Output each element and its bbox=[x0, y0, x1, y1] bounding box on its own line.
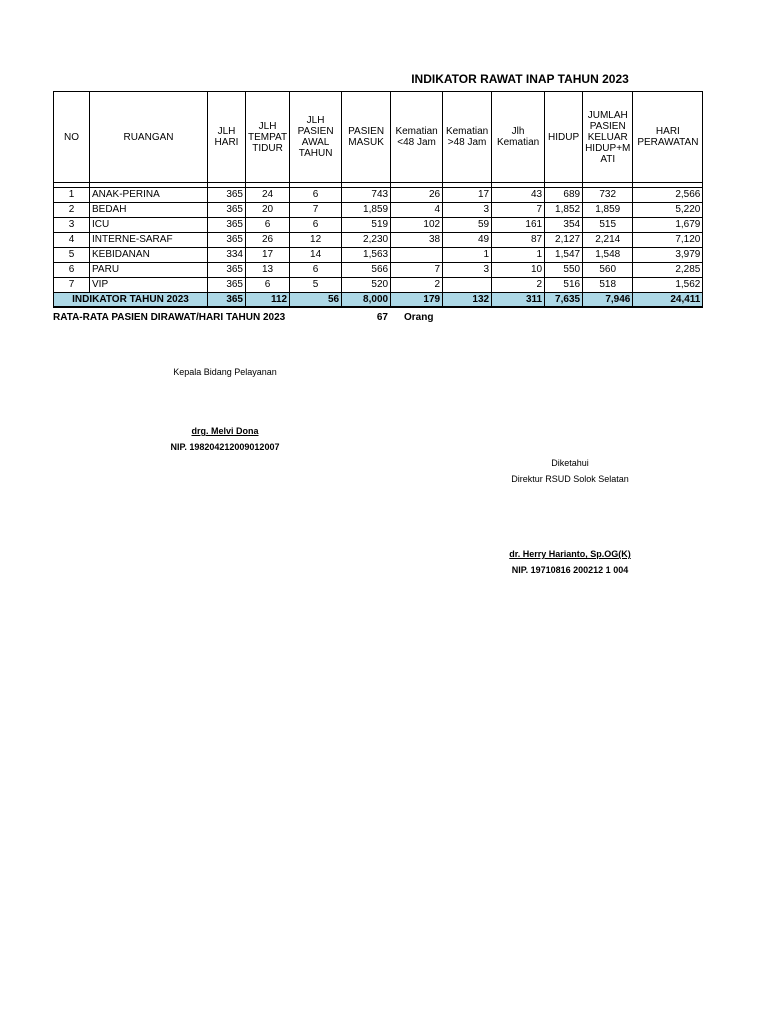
cell-hidup: 689 bbox=[545, 188, 583, 203]
cell-kematian-lt48: 4 bbox=[391, 203, 443, 218]
average-unit: Orang bbox=[404, 312, 434, 323]
cell-pasien-keluar: 1,548 bbox=[583, 248, 633, 263]
cell-ruangan: VIP bbox=[90, 278, 208, 293]
cell-jlh-hari: 365 bbox=[208, 188, 246, 203]
col-header-tempat-tidur: JLH TEMPAT TIDUR bbox=[246, 92, 290, 183]
total-cell: 8,000 bbox=[342, 293, 391, 308]
cell-ruangan: KEBIDANAN bbox=[90, 248, 208, 263]
cell-kematian-lt48: 2 bbox=[391, 278, 443, 293]
cell-kematian-gt48: 17 bbox=[443, 188, 492, 203]
col-header-pasien-keluar: JUMLAH PASIEN KELUAR HIDUP+M ATI bbox=[583, 92, 633, 183]
cell-hidup: 354 bbox=[545, 218, 583, 233]
col-header-kematian-gt48: Kematian >48 Jam bbox=[443, 92, 492, 183]
acknowledged-label: Diketahui bbox=[551, 458, 589, 468]
cell-tempat-tidur: 26 bbox=[246, 233, 290, 248]
cell-jlh-hari: 365 bbox=[208, 278, 246, 293]
cell-jlh-kematian: 10 bbox=[492, 263, 545, 278]
cell-hidup: 550 bbox=[545, 263, 583, 278]
table-row bbox=[54, 233, 703, 248]
cell-jlh-hari: 365 bbox=[208, 233, 246, 248]
left-signatory-role: Kepala Bidang Pelayanan bbox=[173, 367, 277, 377]
cell-jlh-kematian: 87 bbox=[492, 233, 545, 248]
cell-jlh-hari: 365 bbox=[208, 263, 246, 278]
cell-pasien-masuk: 1,859 bbox=[342, 203, 391, 218]
cell-hidup: 2,127 bbox=[545, 233, 583, 248]
cell-kematian-gt48: 3 bbox=[443, 263, 492, 278]
col-header-ruangan: RUANGAN bbox=[90, 92, 208, 183]
cell-ruangan: BEDAH bbox=[90, 203, 208, 218]
cell-pasien-awal: 6 bbox=[290, 263, 342, 278]
cell-tempat-tidur: 13 bbox=[246, 263, 290, 278]
left-signatory-nip: NIP. 198204212009012007 bbox=[170, 442, 280, 452]
cell-ruangan: PARU bbox=[90, 263, 208, 278]
cell-pasien-awal: 7 bbox=[290, 203, 342, 218]
cell-hari-perawatan: 7,120 bbox=[633, 233, 703, 248]
cell-pasien-masuk: 519 bbox=[342, 218, 391, 233]
cell-no: 4 bbox=[54, 233, 90, 248]
cell-kematian-gt48: 49 bbox=[443, 233, 492, 248]
cell-pasien-masuk: 743 bbox=[342, 188, 391, 203]
right-signatory-nip: NIP. 19710816 200212 1 004 bbox=[511, 565, 629, 575]
cell-no: 2 bbox=[54, 203, 90, 218]
cell-kematian-lt48: 26 bbox=[391, 188, 443, 203]
col-header-jlh-hari: JLH HARI bbox=[208, 92, 246, 183]
cell-tempat-tidur: 24 bbox=[246, 188, 290, 203]
cell-kematian-lt48: 38 bbox=[391, 233, 443, 248]
table-row bbox=[54, 278, 703, 293]
total-cell: 365 bbox=[208, 293, 246, 308]
col-header-hari-perawatan: HARI PERAWATAN bbox=[633, 92, 703, 183]
cell-kematian-lt48 bbox=[391, 248, 443, 263]
cell-pasien-awal: 14 bbox=[290, 248, 342, 263]
col-header-hidup: HIDUP bbox=[545, 92, 583, 183]
cell-jlh-kematian: 161 bbox=[492, 218, 545, 233]
total-cell: 179 bbox=[391, 293, 443, 308]
table-header-row bbox=[54, 92, 703, 183]
total-cell: 24,411 bbox=[633, 293, 703, 308]
cell-no: 1 bbox=[54, 188, 90, 203]
cell-kematian-gt48: 59 bbox=[443, 218, 492, 233]
col-header-kematian-lt48: Kematian <48 Jam bbox=[391, 92, 443, 183]
average-value: 67 bbox=[376, 312, 388, 323]
left-signatory-name: drg. Melvi Dona bbox=[191, 426, 259, 436]
cell-pasien-awal: 5 bbox=[290, 278, 342, 293]
cell-hari-perawatan: 2,566 bbox=[633, 188, 703, 203]
document-title: INDIKATOR RAWAT INAP TAHUN 2023 bbox=[411, 72, 629, 86]
total-label: INDIKATOR TAHUN 2023 bbox=[54, 293, 208, 308]
cell-kematian-gt48 bbox=[443, 278, 492, 293]
cell-pasien-keluar: 2,214 bbox=[583, 233, 633, 248]
cell-tempat-tidur: 20 bbox=[246, 203, 290, 218]
col-header-pasien-masuk: PASIEN MASUK bbox=[342, 92, 391, 183]
cell-jlh-kematian: 1 bbox=[492, 248, 545, 263]
cell-hari-perawatan: 3,979 bbox=[633, 248, 703, 263]
cell-pasien-keluar: 515 bbox=[583, 218, 633, 233]
cell-jlh-hari: 365 bbox=[208, 203, 246, 218]
cell-pasien-keluar: 732 bbox=[583, 188, 633, 203]
cell-pasien-masuk: 566 bbox=[342, 263, 391, 278]
col-header-pasien-awal: JLH PASIEN AWAL TAHUN bbox=[290, 92, 342, 183]
total-cell: 112 bbox=[246, 293, 290, 308]
total-cell: 311 bbox=[492, 293, 545, 308]
total-cell: 56 bbox=[290, 293, 342, 308]
cell-jlh-kematian: 2 bbox=[492, 278, 545, 293]
right-signatory-name: dr. Herry Harianto, Sp.OG(K) bbox=[509, 549, 631, 559]
cell-pasien-masuk: 1,563 bbox=[342, 248, 391, 263]
table-row bbox=[54, 218, 703, 233]
cell-pasien-keluar: 518 bbox=[583, 278, 633, 293]
total-row bbox=[54, 293, 703, 308]
cell-no: 6 bbox=[54, 263, 90, 278]
cell-pasien-awal: 6 bbox=[290, 218, 342, 233]
right-signatory-role: Direktur RSUD Solok Selatan bbox=[511, 474, 629, 484]
cell-jlh-hari: 365 bbox=[208, 218, 246, 233]
table-row bbox=[54, 203, 703, 218]
col-header-no: NO bbox=[54, 92, 90, 183]
cell-kematian-gt48: 1 bbox=[443, 248, 492, 263]
cell-ruangan: ICU bbox=[90, 218, 208, 233]
cell-pasien-masuk: 520 bbox=[342, 278, 391, 293]
average-label: RATA-RATA PASIEN DIRAWAT/HARI TAHUN 2023 bbox=[53, 312, 286, 323]
table-row bbox=[54, 248, 703, 263]
cell-pasien-awal: 12 bbox=[290, 233, 342, 248]
cell-jlh-hari: 334 bbox=[208, 248, 246, 263]
cell-hari-perawatan: 2,285 bbox=[633, 263, 703, 278]
cell-tempat-tidur: 6 bbox=[246, 278, 290, 293]
cell-tempat-tidur: 6 bbox=[246, 218, 290, 233]
cell-no: 7 bbox=[54, 278, 90, 293]
cell-pasien-masuk: 2,230 bbox=[342, 233, 391, 248]
cell-hari-perawatan: 1,562 bbox=[633, 278, 703, 293]
cell-jlh-kematian: 7 bbox=[492, 203, 545, 218]
cell-pasien-awal: 6 bbox=[290, 188, 342, 203]
cell-kematian-lt48: 7 bbox=[391, 263, 443, 278]
col-header-jlh-kematian: Jlh Kematian bbox=[492, 92, 545, 183]
cell-ruangan: INTERNE-SARAF bbox=[90, 233, 208, 248]
cell-hari-perawatan: 1,679 bbox=[633, 218, 703, 233]
total-cell: 7,946 bbox=[583, 293, 633, 308]
cell-pasien-keluar: 560 bbox=[583, 263, 633, 278]
cell-ruangan: ANAK-PERINA bbox=[90, 188, 208, 203]
cell-hidup: 1,852 bbox=[545, 203, 583, 218]
cell-pasien-keluar: 1,859 bbox=[583, 203, 633, 218]
cell-tempat-tidur: 17 bbox=[246, 248, 290, 263]
cell-hidup: 516 bbox=[545, 278, 583, 293]
cell-hari-perawatan: 5,220 bbox=[633, 203, 703, 218]
total-cell: 132 bbox=[443, 293, 492, 308]
cell-kematian-lt48: 102 bbox=[391, 218, 443, 233]
cell-kematian-gt48: 3 bbox=[443, 203, 492, 218]
cell-hidup: 1,547 bbox=[545, 248, 583, 263]
table-row bbox=[54, 188, 703, 203]
table-row bbox=[54, 263, 703, 278]
cell-no: 5 bbox=[54, 248, 90, 263]
cell-jlh-kematian: 43 bbox=[492, 188, 545, 203]
total-cell: 7,635 bbox=[545, 293, 583, 308]
cell-no: 3 bbox=[54, 218, 90, 233]
indicator-table bbox=[53, 91, 703, 308]
